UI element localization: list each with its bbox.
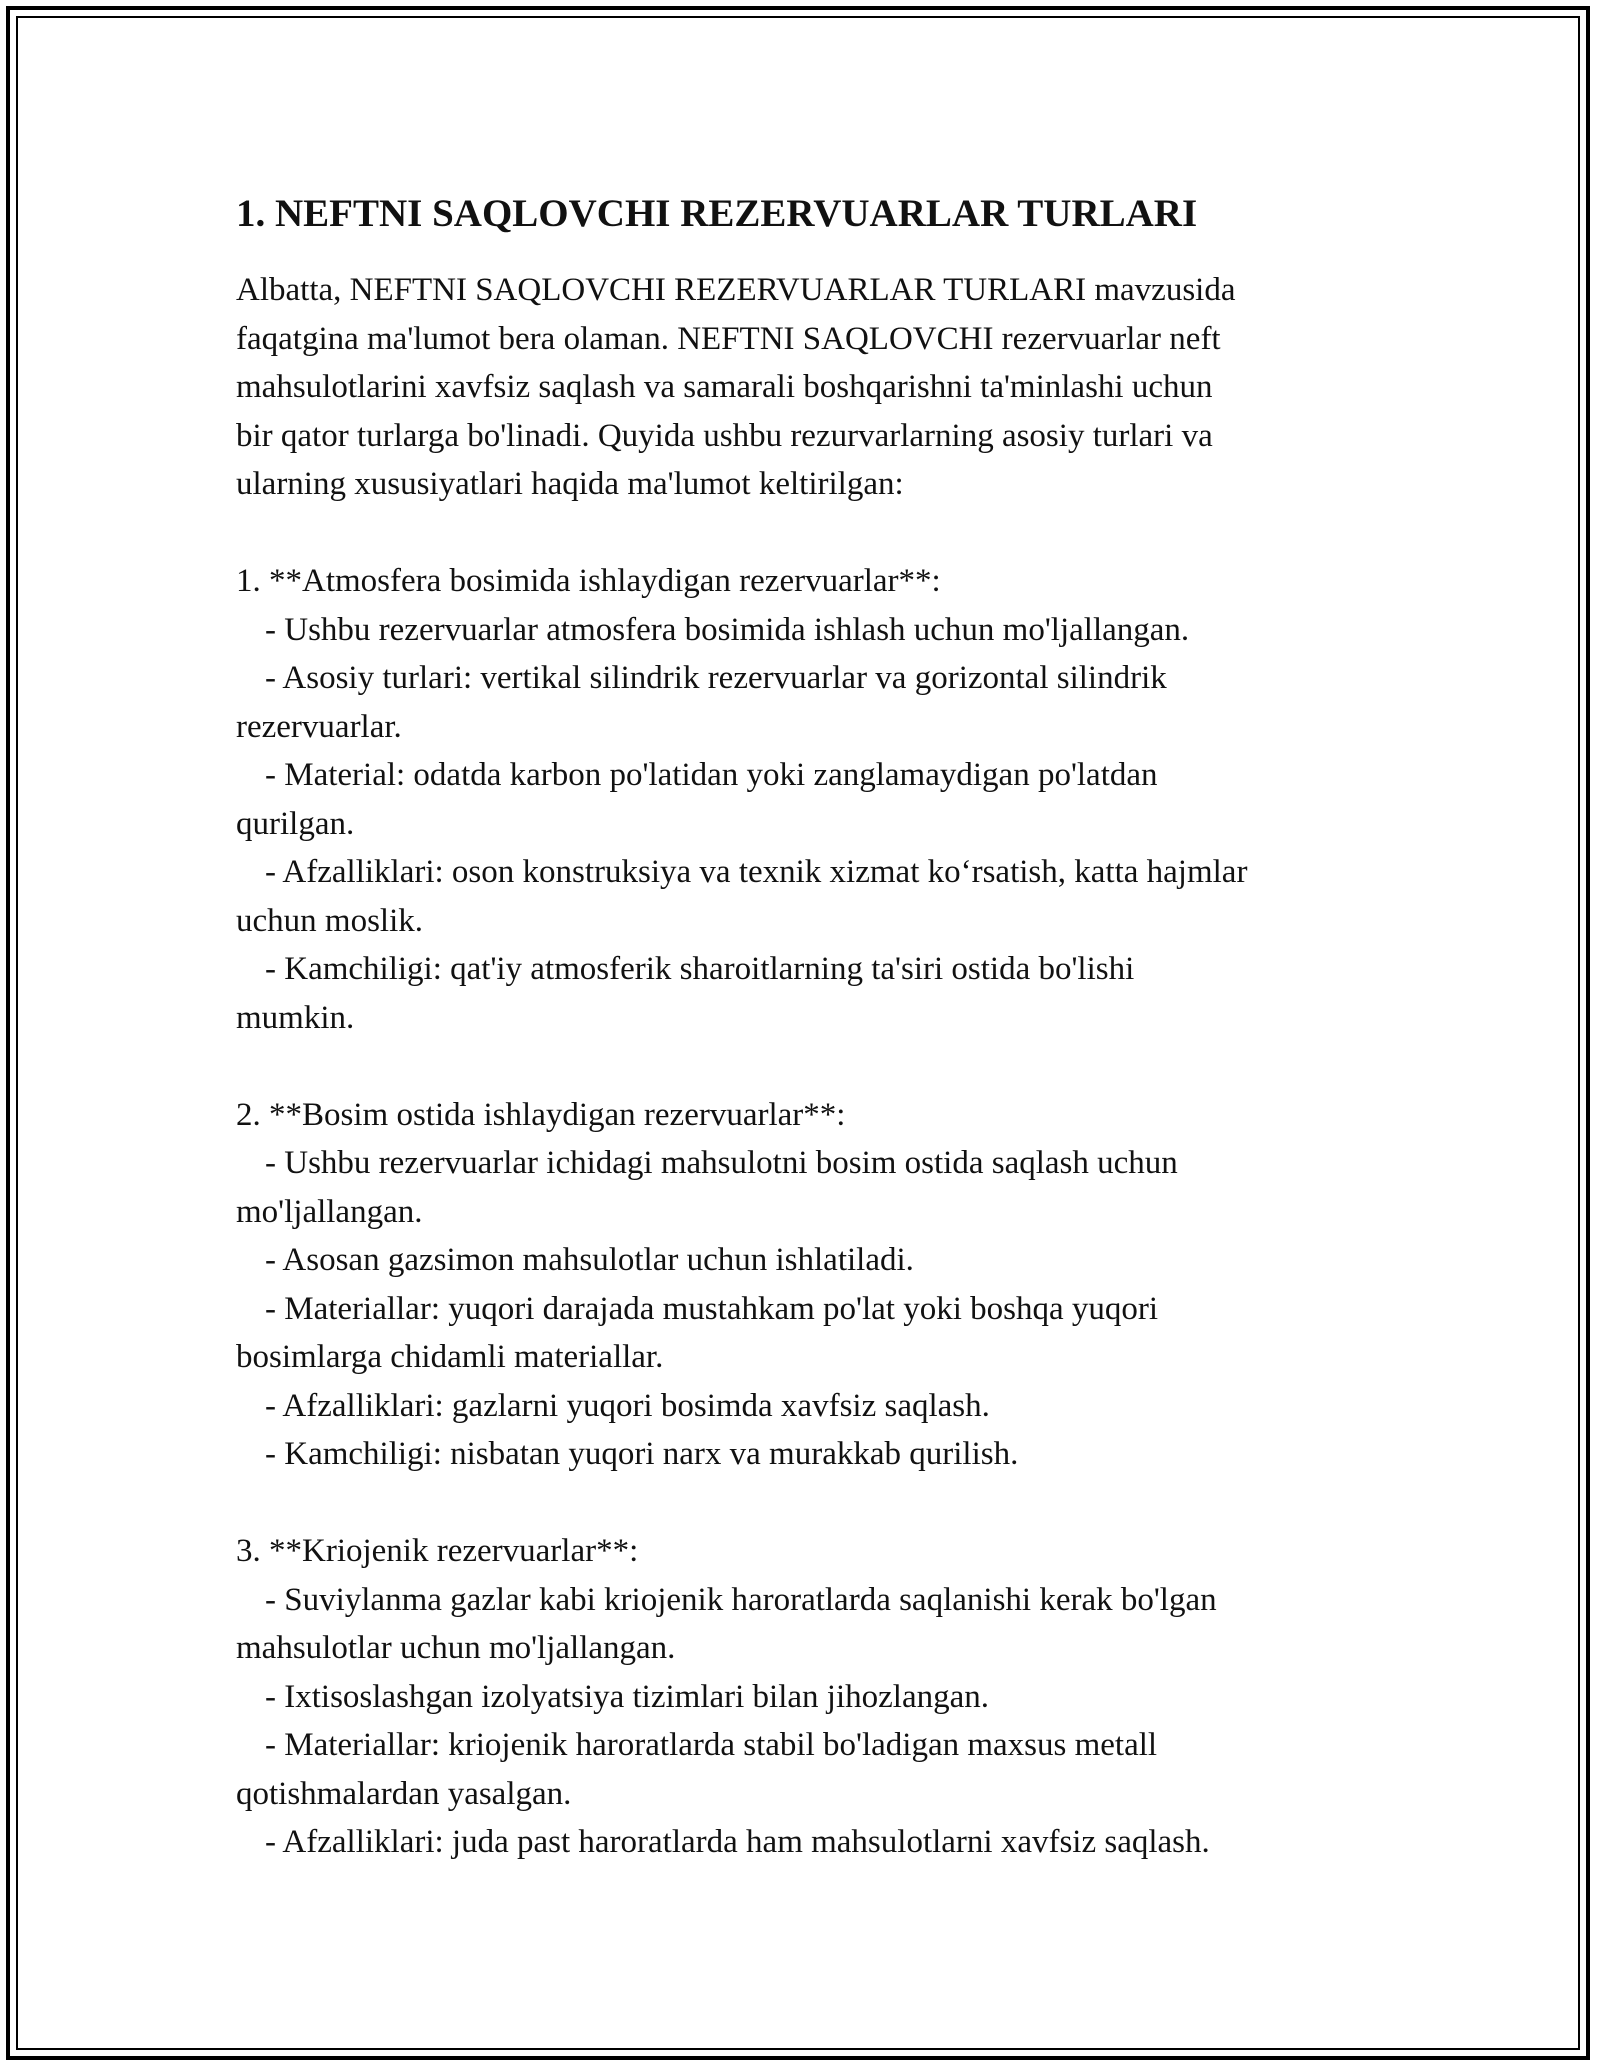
sections-list — [236, 509, 1386, 1867]
bullet-line: - Ushbu rezervuarlar atmosfera bosimida ishlash uchun mo'ljallangan. — [265, 611, 1190, 648]
bullet-line: - Materiallar: yuqori darajada mustahkam po'lat yoki boshqa yuqori — [265, 1290, 1159, 1327]
bullet-continuation: rezervuarlar. — [236, 708, 402, 745]
intro-line: ularning xususiyatlari haqida ma'lumot keltirilgan: — [236, 466, 904, 502]
bullet-line: - Asosan gazsimon mahsulotlar uchun ishlatiladi. — [265, 1242, 914, 1278]
bullet-continuation: mo'ljallangan. — [236, 1193, 423, 1230]
section-spacer — [236, 509, 1386, 558]
section-heading: 3. **Kriojenik rezervuarlar**: — [236, 1533, 639, 1569]
intro-line: bir qator turlarga bo'linadi. Quyida ushbu rezurvarlarning asosiy turlari va — [236, 417, 1213, 454]
bullet-line: - Material: odatda karbon po'latidan yoki zanglamaydigan po'latdan — [265, 757, 1158, 793]
bullet-line: - Suviylanma gazlar kabi kriojenik haroratlarda saqlanishi kerak bo'lgan — [265, 1581, 1217, 1618]
document-title: 1. NEFTNI SAQLOVCHI REZERVUARLAR TURLARI — [236, 192, 1198, 235]
bullet-line: - Afzalliklari: oson konstruksiya va texnik xizmat ko‘rsatish, katta hajmlar — [265, 854, 1248, 890]
bullet-continuation: mahsulotlar uchun mo'ljallangan. — [236, 1630, 676, 1666]
bullet-line: - Afzalliklari: juda past haroratlarda ham mahsulotlarni xavfsiz saqlash. — [265, 1824, 1210, 1860]
intro-line: faqatgina ma'lumot bera olaman. NEFTNI SAQLOVCHI rezervuarlar neft — [236, 320, 1221, 357]
intro-paragraph — [236, 266, 1386, 509]
bullet-continuation: bosimlarga chidamli materiallar. — [236, 1339, 664, 1375]
intro-line: mahsulotlarini xavfsiz saqlash va samarali boshqarishni ta'minlashi uchun — [236, 369, 1213, 405]
bullet-line: - Afzalliklari: gazlarni yuqori bosimda xavfsiz saqlash. — [265, 1387, 990, 1424]
section-heading: 2. **Bosim ostida ishlaydigan rezervuarlar**: — [236, 1096, 846, 1133]
section-1 — [236, 557, 1386, 1042]
bullet-line: - Ixtisoslashgan izolyatsiya tizimlari bilan jihozlangan. — [265, 1678, 989, 1715]
bullet-line: - Materiallar: kriojenik haroratlarda stabil bo'ladigan maxsus metall — [265, 1727, 1158, 1763]
bullet-line: - Asosiy turlari: vertikal silindrik rezervuarlar va gorizontal silindrik — [265, 660, 1167, 696]
bullet-line: - Ushbu rezervuarlar ichidagi mahsulotni bosim ostida saqlash uchun — [265, 1145, 1178, 1181]
document-body — [236, 188, 1386, 1867]
section-heading: 1. **Atmosfera bosimida ishlaydigan rezervuarlar**: — [236, 563, 941, 599]
bullet-line: - Kamchiligi: nisbatan yuqori narx va murakkab qurilish. — [265, 1436, 1019, 1472]
section-2 — [236, 1091, 1386, 1479]
bullet-continuation: qotishmalardan yasalgan. — [236, 1775, 572, 1812]
section-3 — [236, 1527, 1386, 1867]
bullet-continuation: mumkin. — [236, 999, 355, 1036]
bullet-continuation: qurilgan. — [236, 805, 355, 842]
bullet-line: - Kamchiligi: qat'iy atmosferik sharoitlarning ta'siri ostida bo'lishi — [265, 951, 1135, 987]
bullet-continuation: uchun moslik. — [236, 902, 423, 939]
section-spacer — [236, 1479, 1386, 1528]
section-spacer — [236, 1042, 1386, 1091]
intro-line: Albatta, NEFTNI SAQLOVCHI REZERVUARLAR TURLARI mavzusida — [236, 272, 1236, 308]
